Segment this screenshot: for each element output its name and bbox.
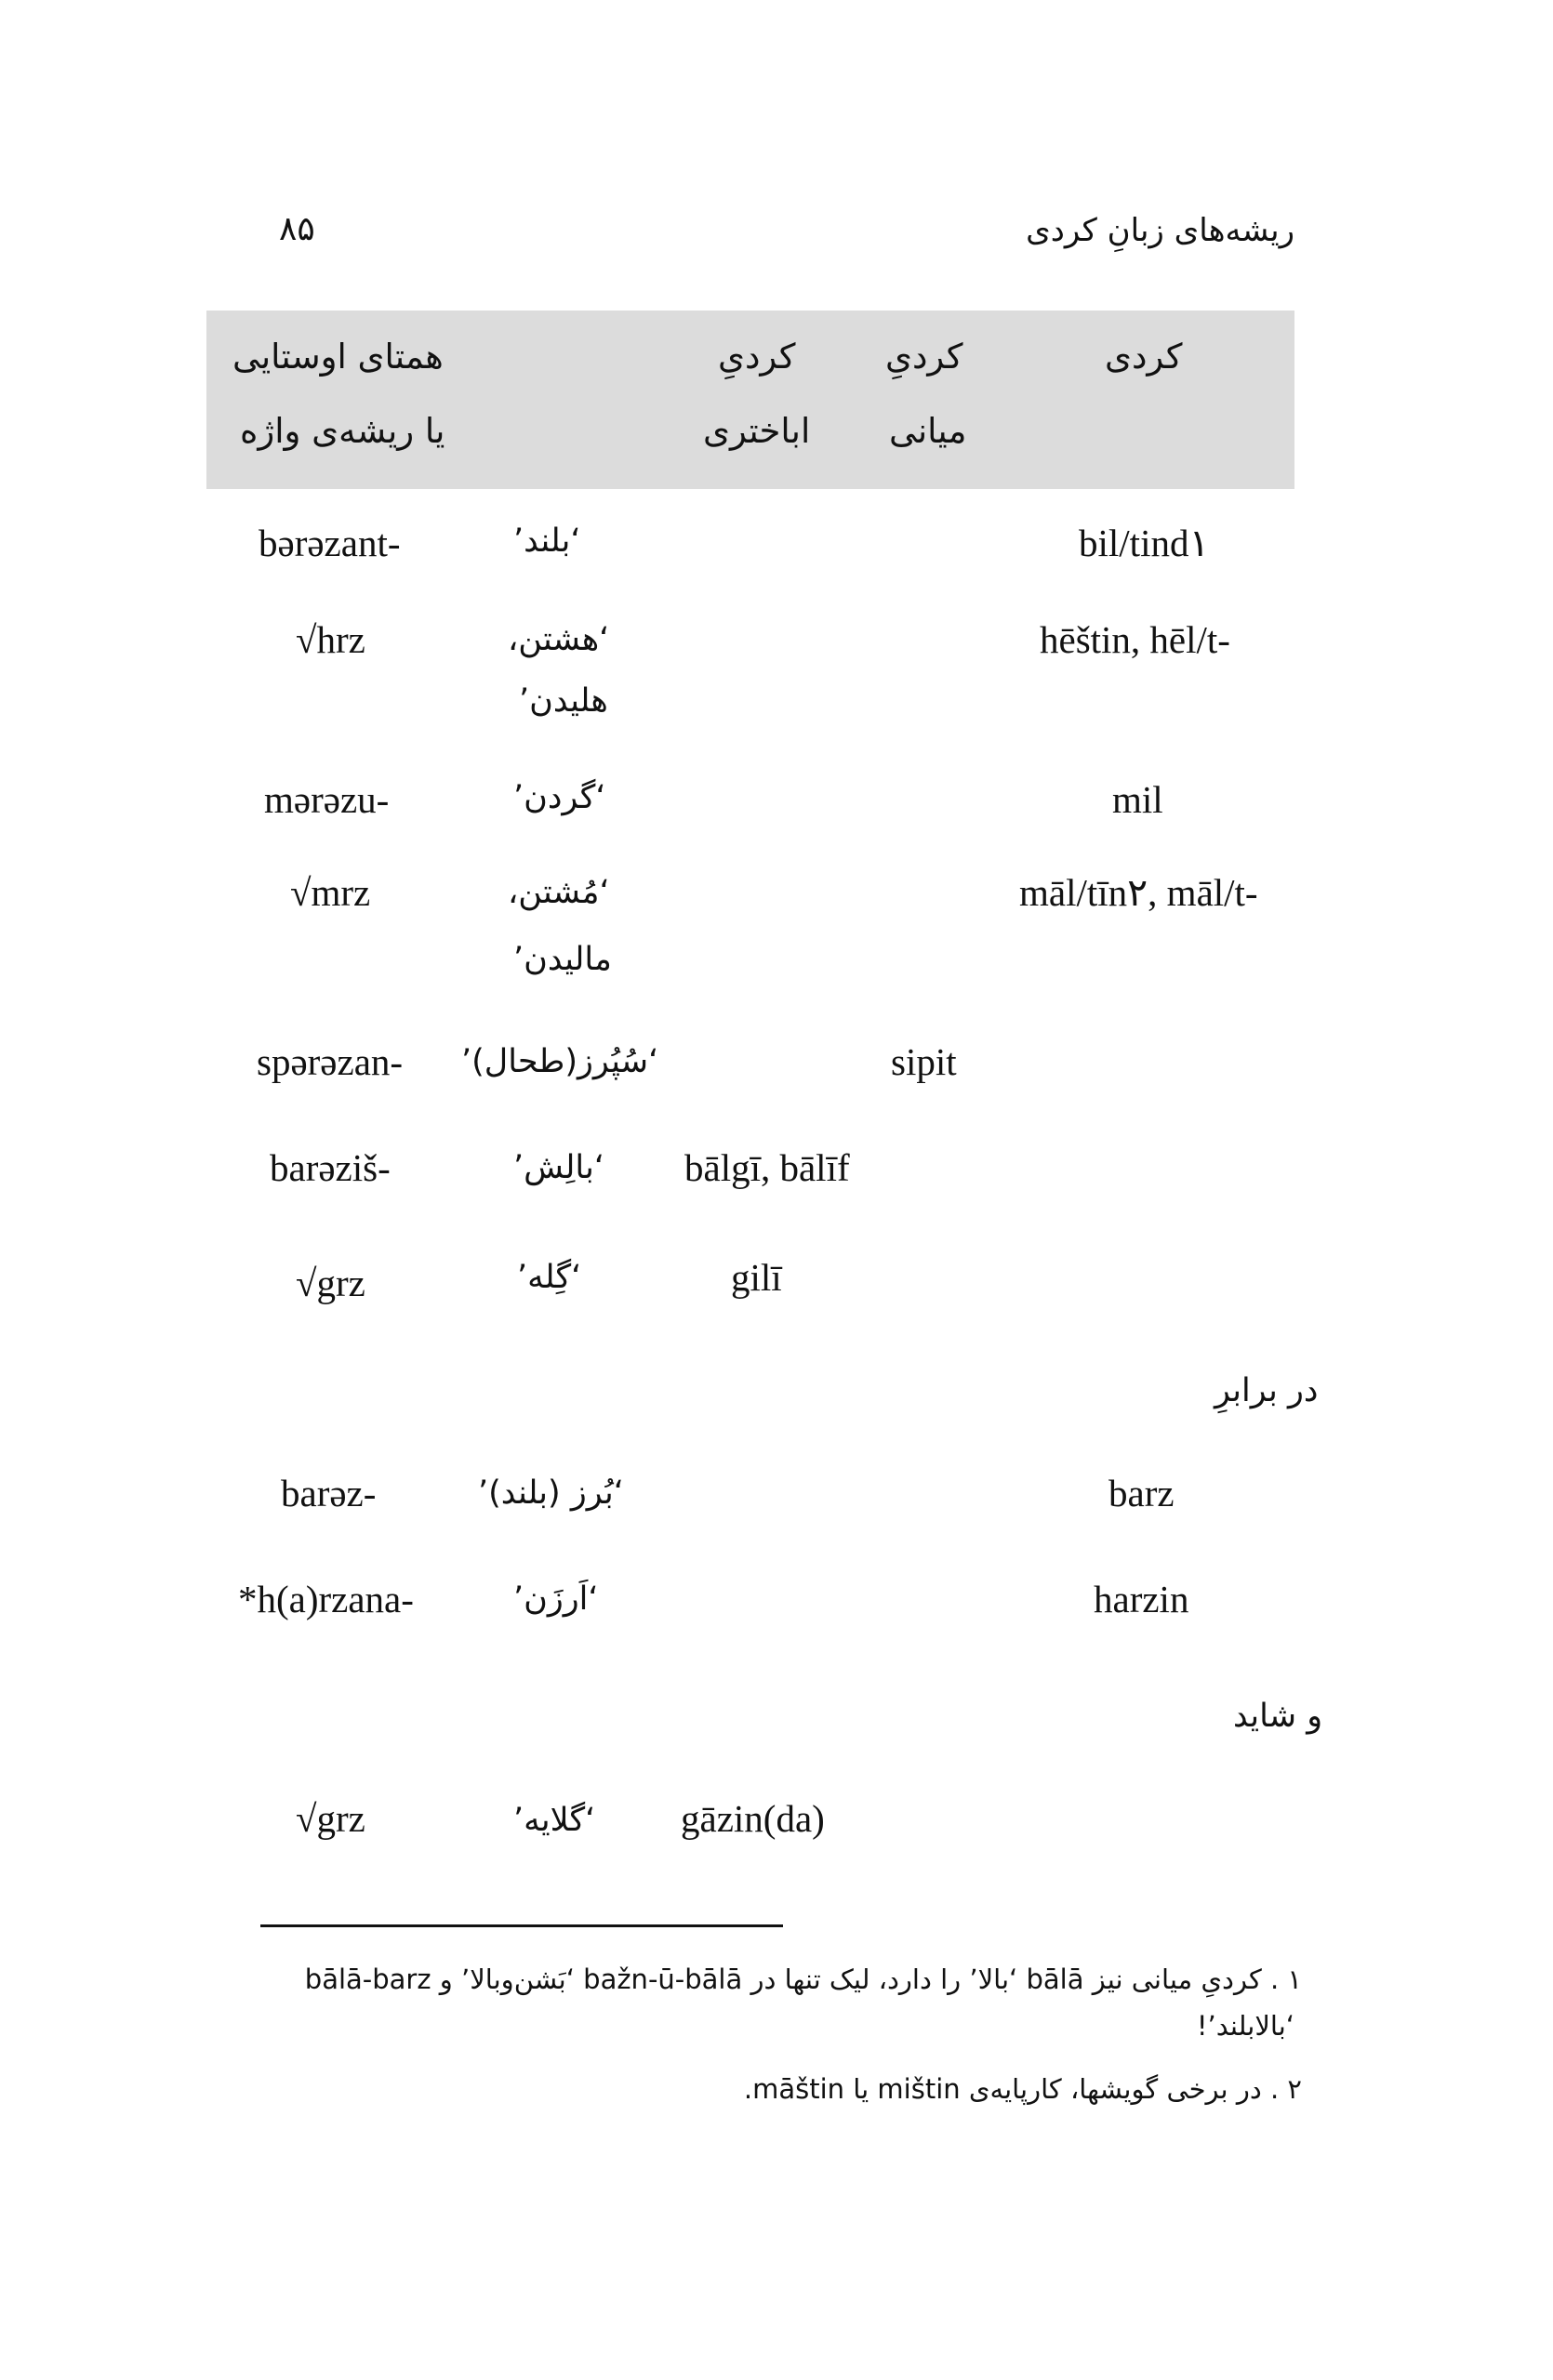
row9-avestan: *h(a)rzana-	[238, 1578, 414, 1620]
row10-avestan: √grz	[296, 1797, 365, 1840]
row1-avestan: bərəzant-	[259, 522, 401, 564]
row6-bakhtari: bālgī, bālīf	[684, 1146, 850, 1189]
row4-meaning-line1: ‘مُشتن،	[508, 874, 610, 911]
row5-middle: sipit	[891, 1040, 957, 1083]
section-label-perhaps: و شاید	[1233, 1698, 1323, 1735]
row5-meaning: ‘سُپُرز(طحال)’	[461, 1043, 659, 1080]
col-header-middle-line1: کردیِ	[885, 337, 963, 377]
footnote-1-line2: ‘بالابلند’!	[1196, 2010, 1294, 2042]
row8-avestan: barəz-	[281, 1472, 377, 1514]
col-header-bakhtari-line2: اباختری	[703, 411, 811, 451]
row1-meaning: ‘بلند’	[513, 522, 581, 560]
row2-kurdish: hēštin, hēl/t-	[1040, 618, 1230, 661]
row4-avestan: √mrz	[290, 871, 371, 914]
row9-meaning: ‘اَرزَن’	[513, 1580, 599, 1618]
row4-kurdish: māl/tīn۲, māl/t-	[1019, 871, 1258, 914]
row2-avestan: √hrz	[296, 618, 365, 661]
col-header-avestan-line2: یا ریشه‌ی واژه	[240, 411, 445, 451]
footnote-1-line1: ۱ . کردیِ میانی نیز bālā ‘بالا’ را دارد، لیک تنها در bažn-ū-bālā ‘بَشن‌وبالا’ و bālā-barz	[304, 1964, 1302, 1995]
row3-meaning: ‘گردن’	[513, 779, 606, 816]
row3-kurdish: mil	[1112, 778, 1163, 821]
col-header-middle-line2: میانی	[889, 411, 967, 451]
row5-avestan: spərəzan-	[257, 1040, 404, 1083]
row1-kurdish: bil/tind۱	[1079, 522, 1210, 564]
row7-bakhtari: gilī	[731, 1256, 782, 1299]
row7-avestan: √grz	[296, 1262, 365, 1304]
row9-kurdish: harzin	[1094, 1578, 1189, 1620]
row3-avestan: mərəzu-	[264, 778, 390, 821]
section-label-opposite: در برابرِ	[1215, 1372, 1319, 1409]
row6-avestan: barəziš-	[270, 1146, 391, 1189]
col-header-avestan-line1: همتای اوستایی	[232, 337, 444, 377]
row10-bakhtari: gāzin(da)	[681, 1797, 825, 1840]
row7-meaning: ‘گِله’	[517, 1259, 582, 1296]
row8-meaning: ‘بُرز (بلند)’	[478, 1474, 624, 1512]
row10-meaning: ‘گلایه’	[513, 1802, 596, 1839]
row2-meaning-line1: ‘هشتن،	[508, 621, 610, 658]
col-header-kurdish: کردی	[1105, 337, 1183, 377]
row4-meaning-line2: مالیدن’	[513, 941, 612, 978]
row8-kurdish: barz	[1108, 1472, 1175, 1514]
row6-meaning: ‘بالِش’	[513, 1149, 604, 1186]
running-header-title: ریشه‌های زبانِ کردی	[1026, 212, 1294, 249]
row2-meaning-line2: هلیدن’	[519, 682, 608, 720]
footnote-divider	[260, 1924, 783, 1927]
footnote-2: ۲ . در برخی گویشها، کارپایه‌ی mištin یا māštin.	[743, 2073, 1302, 2105]
page-number: ۸۵	[279, 210, 315, 248]
col-header-bakhtari-line1: کردیِ	[718, 337, 796, 377]
